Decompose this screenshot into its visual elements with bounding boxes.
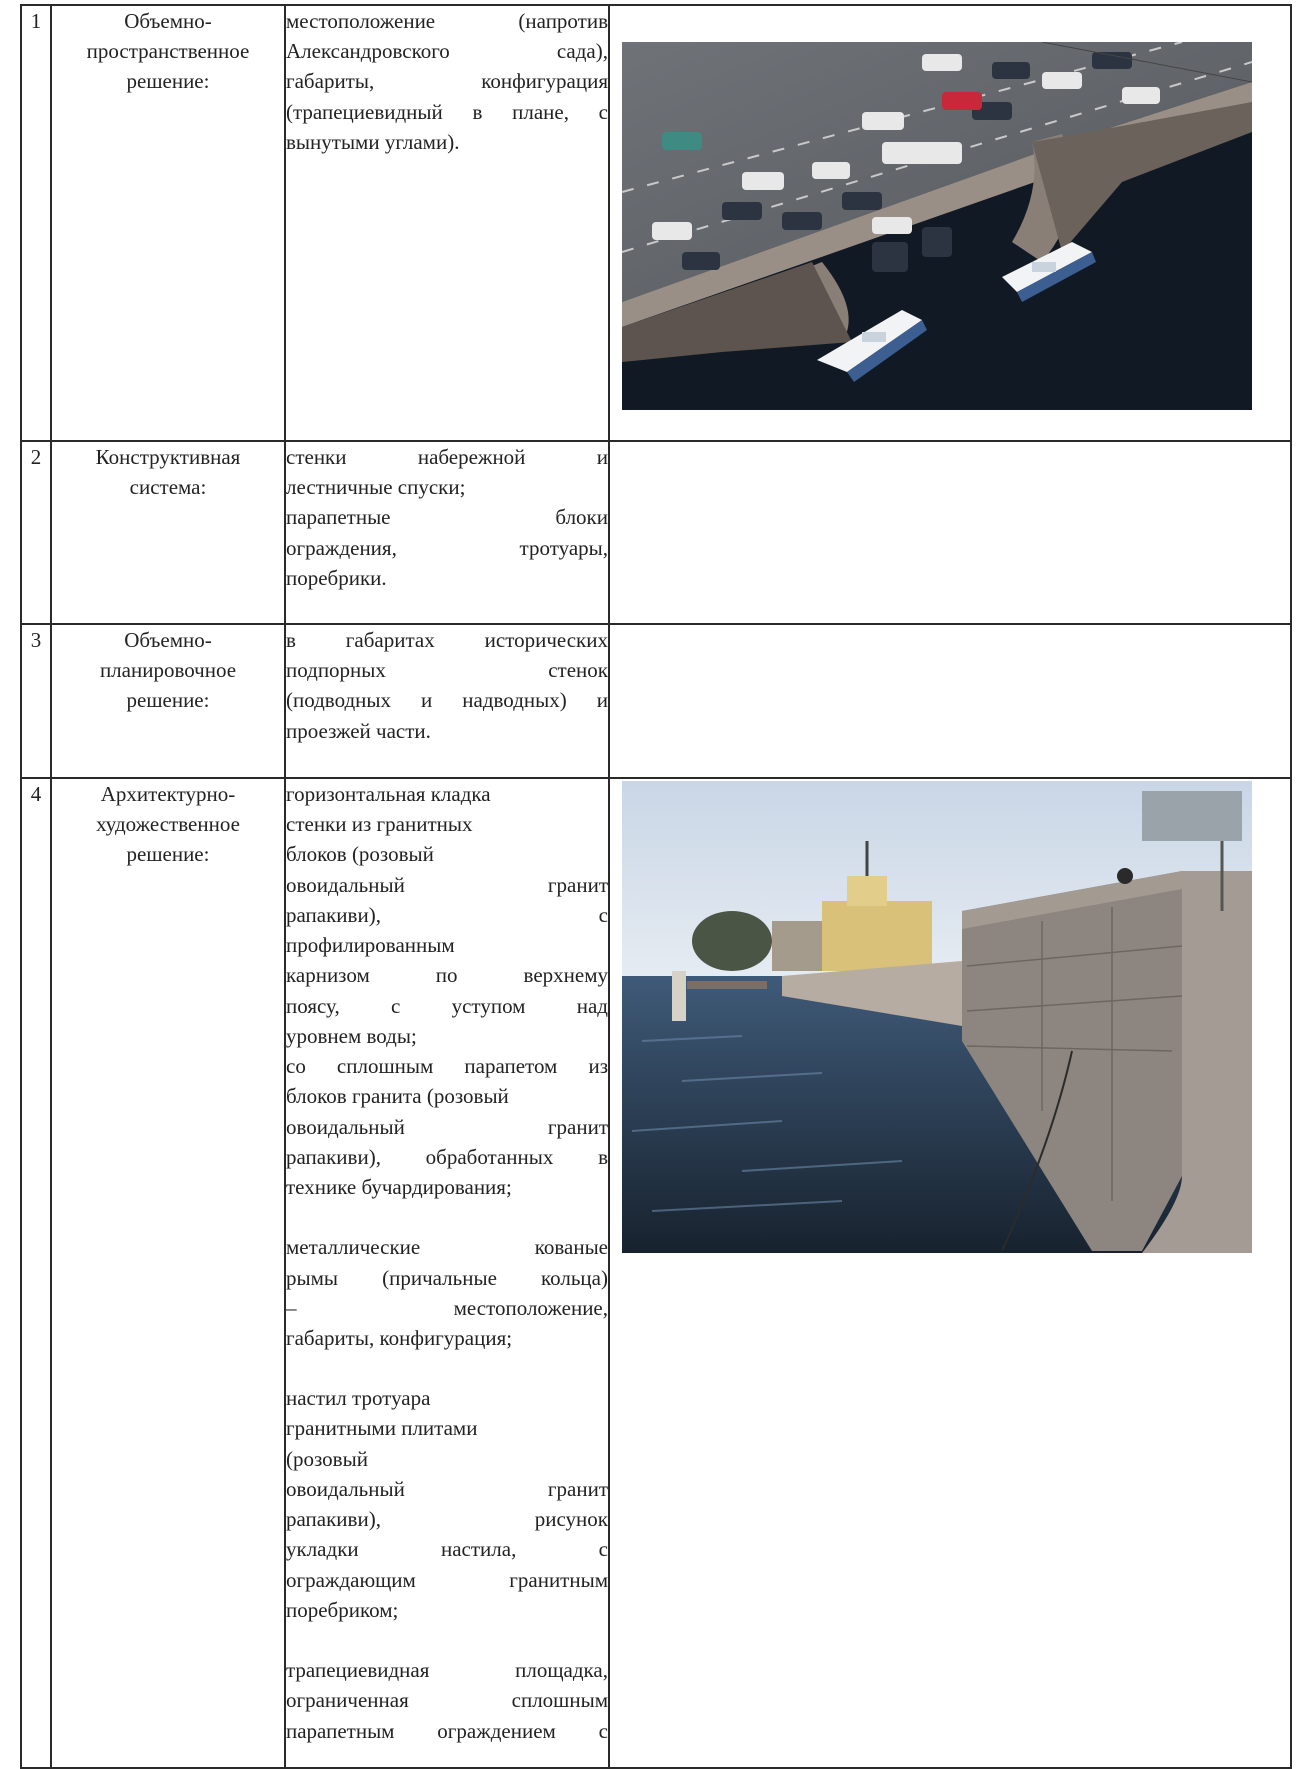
feature-description [285, 5, 609, 441]
empty-photo-cell [609, 624, 1291, 778]
description-line: Александровского сада), [286, 39, 608, 64]
feature-name [51, 778, 285, 1768]
description-line: проезжей части. [286, 718, 431, 743]
description-line: профилированным [286, 933, 455, 958]
empty-photo-cell [609, 441, 1291, 624]
feature-name [51, 624, 285, 778]
description-line: стенки из гранитных [286, 812, 473, 837]
feature-description [285, 624, 609, 778]
feature-name [51, 441, 285, 624]
description-line: ограждения, тротуары, [286, 535, 608, 560]
description-line: (подводных и надводных) и [286, 688, 608, 713]
feature-description [285, 441, 609, 624]
description-line: карнизом по верхнему [286, 963, 608, 988]
description-line: ограниченная сплошным [286, 1688, 608, 1713]
row-number: 2 [21, 441, 51, 624]
description-line: габариты, конфигурация [286, 69, 608, 94]
row-number: 3 [21, 624, 51, 778]
description-line: поясу, с уступом над [286, 993, 608, 1018]
description-line: поребриком; [286, 1597, 399, 1622]
description-line: лестничные спуски; [286, 475, 466, 500]
description-line: (трапециевидный в плане, с [286, 99, 608, 124]
feature-name-line: система: [129, 475, 207, 500]
feature-name-line: решение: [126, 69, 210, 94]
feature-name-line: Архитектурно- [100, 782, 236, 806]
row-number: 4 [21, 778, 51, 1768]
description-line: – местоположение, [286, 1295, 608, 1320]
description-line: стенки набережной и [286, 445, 608, 469]
description-line: местоположение (напротив [286, 9, 608, 33]
description-line: рапакиви), с [286, 902, 608, 927]
description-line: со сплошным парапетом из [286, 1054, 608, 1079]
feature-description [285, 778, 609, 1768]
description-line: подпорных стенок [286, 658, 608, 683]
description-line: настил тротуара [286, 1386, 431, 1411]
feature-name-line: пространственное [86, 39, 250, 64]
description-line: рапакиви), обработанных в [286, 1144, 608, 1169]
paragraph-gap [286, 1202, 608, 1232]
feature-name-line: Конструктивная [95, 445, 241, 469]
aerial-embankment-photo [622, 42, 1252, 410]
description-line: овоидальный гранит [286, 1476, 608, 1501]
paragraph-gap [286, 1625, 608, 1655]
table-row [21, 624, 1291, 778]
description-line: парапетные блоки [286, 505, 608, 530]
description-line: блоков (розовый [286, 842, 434, 867]
description-line: рапакиви), рисунок [286, 1507, 608, 1532]
description-line: парапетным ограждением с [286, 1718, 608, 1743]
row-number: 1 [21, 5, 51, 441]
description-line: поребрики. [286, 565, 387, 590]
description-line: трапециевидная площадка, [286, 1658, 608, 1683]
feature-name-line: художественное [96, 812, 240, 837]
feature-name-line: планировочное [99, 658, 237, 683]
description-line: горизонтальная кладка [286, 782, 491, 806]
feature-name-line: Объемно- [124, 628, 212, 652]
description-line: укладки настила, с [286, 1537, 608, 1562]
granite-embankment-photo [622, 781, 1252, 1253]
description-line: блоков гранита (розовый [286, 1084, 509, 1109]
description-line: габариты, конфигурация; [286, 1325, 513, 1350]
feature-name-line: решение: [126, 688, 210, 713]
description-line: овоидальный гранит [286, 1114, 608, 1139]
object-features-table [20, 4, 1292, 1769]
description-line: технике бучардирования; [286, 1175, 512, 1200]
description-line: рымы (причальные кольца) [286, 1265, 608, 1290]
description-line: вынутыми углами). [286, 129, 460, 154]
photo-cell [609, 5, 1291, 441]
table-row [21, 441, 1291, 624]
description-line: в габаритах исторических [286, 628, 608, 652]
description-line: металлические кованые [286, 1235, 608, 1260]
description-line: (розовый [286, 1446, 368, 1471]
description-line: овоидальный гранит [286, 872, 608, 897]
description-line: уровнем воды; [286, 1023, 417, 1048]
table-row [21, 5, 1291, 441]
description-line: гранитными плитами [286, 1416, 478, 1441]
feature-name [51, 5, 285, 441]
description-line: ограждающим гранитным [286, 1567, 608, 1592]
table-row [21, 778, 1291, 1768]
feature-name-line: решение: [126, 842, 210, 867]
paragraph-gap [286, 1353, 608, 1383]
feature-name-line: Объемно- [124, 9, 212, 33]
photo-cell [609, 778, 1291, 1768]
